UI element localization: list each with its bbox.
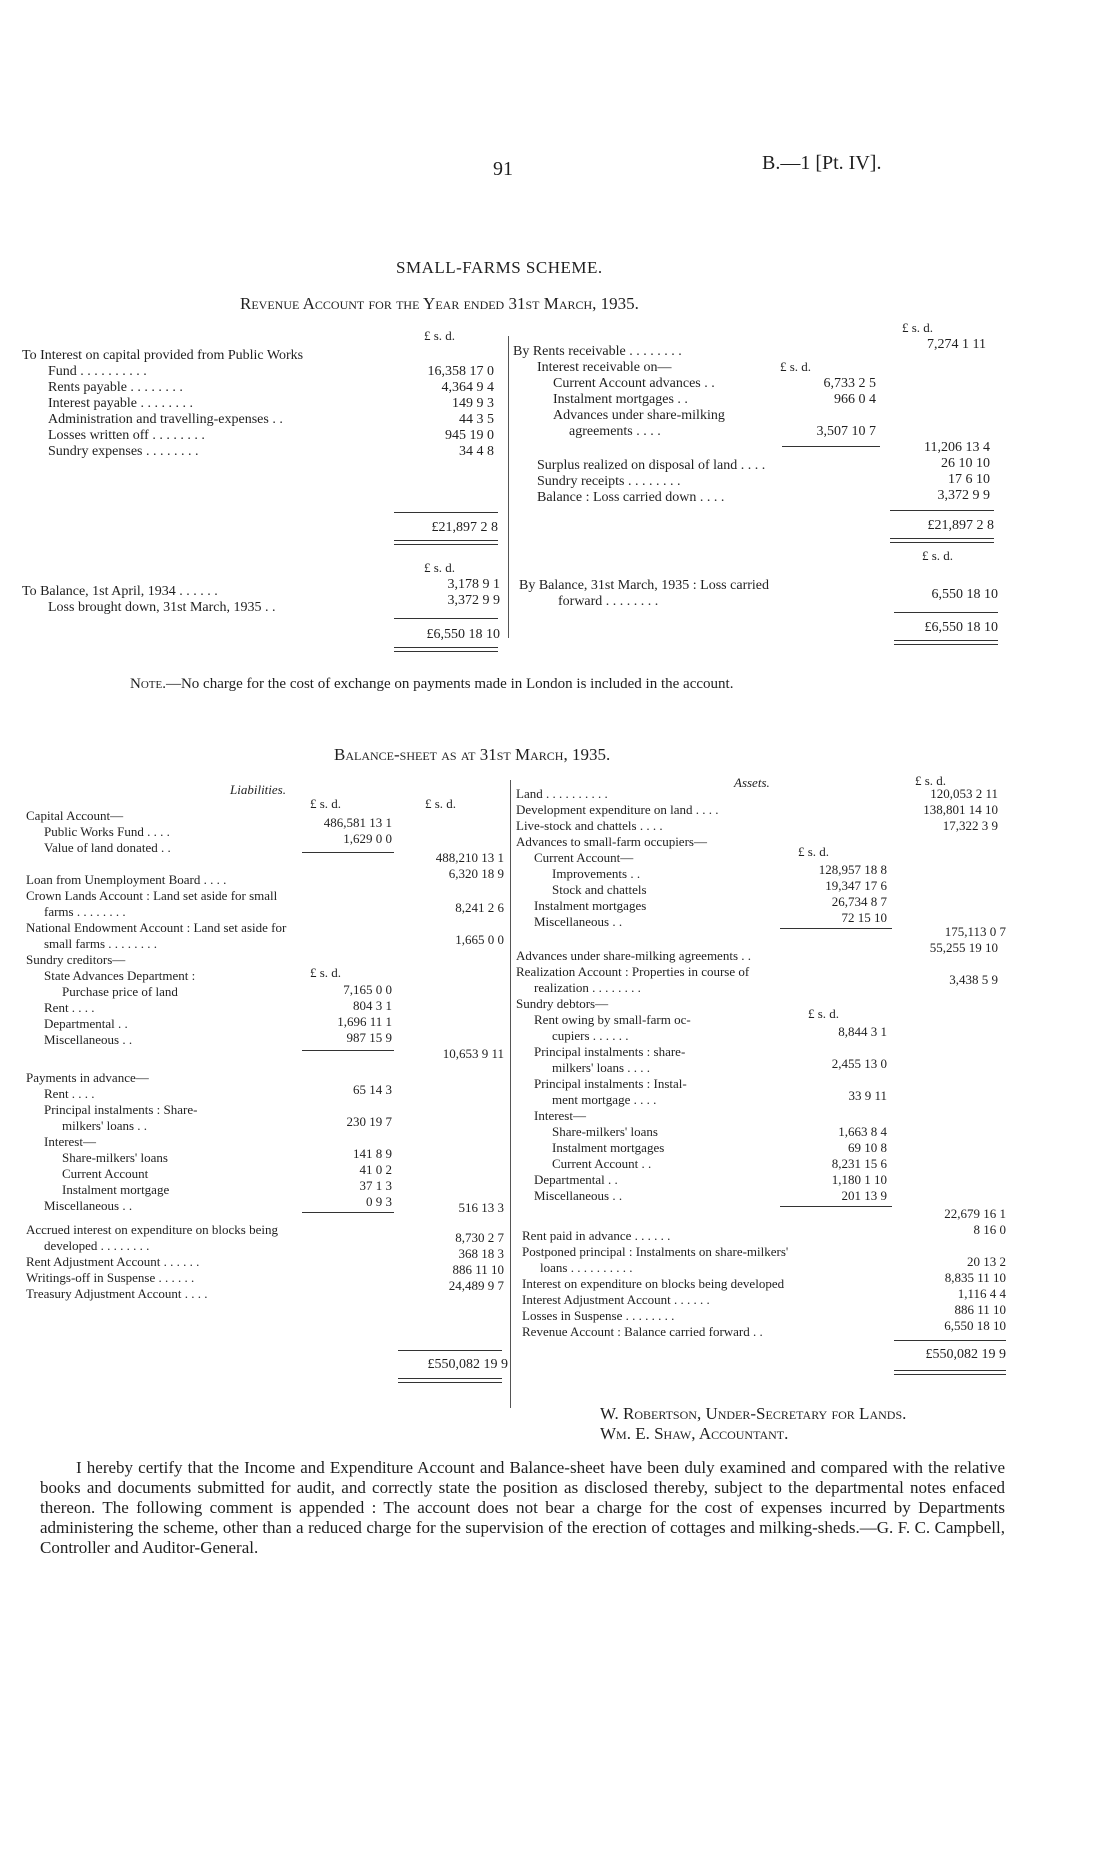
liability-line: Purchase price of land: [62, 984, 178, 999]
asset-value: 1,116 4 4: [957, 1286, 1006, 1301]
liability-value: 488,210 13 1: [435, 850, 504, 865]
money-header: £ s. d.: [922, 548, 954, 563]
liability-line: Departmental . .: [44, 1016, 128, 1031]
asset-value: 72 15 10: [841, 910, 887, 925]
liability-line: Principal instalments : Share-: [44, 1102, 198, 1117]
asset-line: Development expenditure on land . . . .: [516, 802, 719, 817]
asset-line: Interest Adjustment Account . . . . . .: [522, 1292, 710, 1307]
asset-value: 6,550 18 10: [944, 1318, 1006, 1333]
asset-line: Postponed principal : Instalments on share-milkers': [522, 1244, 789, 1259]
asset-line: Current Account—: [534, 850, 634, 865]
liability-value: 37 1 3: [359, 1178, 392, 1193]
money-header: £ s. d.: [424, 560, 456, 575]
asset-line: Miscellaneous . .: [534, 914, 623, 929]
revenue-left-value: 945 19 0: [445, 428, 494, 443]
balance-right-line: forward . . . . . . . .: [558, 594, 659, 609]
asset-value: 120,053 2 11: [930, 786, 998, 801]
revenue-right-line: Surplus realized on disposal of land . . . .: [537, 458, 766, 473]
revenue-left-line: To Interest on capital provided from Public Works: [22, 348, 304, 363]
liability-line: Instalment mortgage: [62, 1182, 170, 1197]
asset-line: Sundry debtors—: [516, 996, 609, 1011]
revenue-left-line: Sundry expenses . . . . . . . .: [48, 444, 199, 459]
asset-value: 20 13 2: [967, 1254, 1006, 1269]
asset-line: Land . . . . . . . . . .: [516, 786, 608, 801]
asset-line: Departmental . .: [534, 1172, 618, 1187]
note: [130, 676, 733, 693]
asset-line: Improvements . .: [552, 866, 641, 881]
revenue-right-value: 6,733 2 5: [823, 376, 876, 391]
revenue-left-value: 16,358 17 0: [427, 364, 494, 379]
asset-line: Current Account . .: [552, 1156, 652, 1171]
asset-value: 138,801 14 10: [923, 802, 998, 817]
revenue-left-total: £21,897 2 8: [431, 520, 498, 535]
liability-line: Sundry creditors—: [26, 952, 126, 967]
asset-value: 69 10 8: [848, 1140, 887, 1155]
revenue-right-line: Sundry receipts . . . . . . . .: [537, 474, 681, 489]
liability-line: Crown Lands Account : Land set aside for small: [26, 888, 278, 903]
money-header: £ s. d.: [310, 796, 342, 811]
money-header: £ s. d.: [915, 773, 947, 788]
scheme-title: SMALL-FARMS SCHEME.: [396, 258, 603, 277]
asset-value: 128,957 18 8: [818, 862, 887, 877]
asset-value: 886 11 10: [954, 1302, 1006, 1317]
asset-line: Realization Account : Properties in course of: [516, 964, 750, 979]
liability-value: 6,320 18 9: [448, 866, 504, 881]
liabilities-heading: Liabilities.: [230, 782, 286, 797]
liability-line: farms . . . . . . . .: [44, 904, 126, 919]
asset-line: Rent paid in advance . . . . . .: [522, 1228, 671, 1243]
auditor-certificate: I hereby certify that the Income and Expenditure Account and Balance-sheet have been duly examined and compared with the relative books and documents submitted for audit, and correctly state the position as disclosed thereby, subject to the departmental notes enfaced thereon. The following comment is appended : The account does not bear a charge for the cost of expenses incurred by Departments administering the scheme, other than a reduced charge for the supervision of the erection of cottages and milking-sheds.—G. F. C. Campbell, Controller and Auditor-General.: [40, 1458, 1005, 1557]
liability-value: 7,165 0 0: [343, 982, 392, 997]
asset-value: 8 16 0: [973, 1222, 1006, 1237]
asset-line: milkers' loans . . . .: [552, 1060, 651, 1075]
assets-heading: Assets.: [734, 775, 770, 790]
liability-line: Interest—: [44, 1134, 96, 1149]
asset-line: realization . . . . . . . .: [534, 980, 641, 995]
revenue-right-value: 11,206 13 4: [924, 440, 990, 455]
revenue-right-value: 7,274 1 11: [927, 337, 986, 352]
asset-line: Stock and chattels: [552, 882, 647, 897]
money-header: £ s. d.: [780, 359, 812, 374]
asset-value: 22,679 16 1: [944, 1206, 1006, 1221]
liability-line: Loan from Unemployment Board . . . .: [26, 872, 227, 887]
liability-value: 8,730 2 7: [455, 1230, 504, 1245]
asset-value: 19,347 17 6: [825, 878, 887, 893]
liability-line: Miscellaneous . .: [44, 1032, 133, 1047]
asset-value: 17,322 3 9: [942, 818, 998, 833]
revenue-left-value: 149 9 3: [452, 396, 494, 411]
balance-left-value: 3,372 9 9: [447, 593, 500, 608]
revenue-left-line: Administration and travelling-expenses . .: [48, 412, 283, 427]
liability-line: Writings-off in Suspense . . . . . .: [26, 1270, 195, 1285]
revenue-right-line: Interest receivable on—: [537, 360, 672, 375]
revenue-right-value: 26 10 10: [941, 456, 990, 471]
liability-value: 1,696 11 1: [337, 1014, 392, 1029]
balance-right-line: By Balance, 31st March, 1935 : Loss carried: [519, 578, 769, 593]
balance-right-total: £6,550 18 10: [924, 620, 998, 635]
liability-value: 516 13 3: [458, 1200, 504, 1215]
liability-line: developed . . . . . . . .: [44, 1238, 150, 1253]
signature-accountant: Wm. E. Shaw, Accountant.: [600, 1424, 789, 1443]
asset-value: 26,734 8 7: [831, 894, 887, 909]
revenue-right-line: agreements . . . .: [569, 424, 661, 439]
asset-value: 175,113 0 7: [944, 924, 1006, 939]
liability-line: Accrued interest on expenditure on blocks being: [26, 1222, 278, 1237]
liability-line: Rent . . . .: [44, 1000, 95, 1015]
assets-total: £550,082 19 9: [925, 1347, 1006, 1362]
asset-line: ment mortgage . . . .: [552, 1092, 657, 1107]
balance-right-value: 6,550 18 10: [931, 587, 998, 602]
page-number: 91: [493, 158, 513, 180]
revenue-right-value: 966 0 4: [834, 392, 876, 407]
revenue-right-value: 3,507 10 7: [816, 424, 876, 439]
liability-line: Payments in advance—: [26, 1070, 149, 1085]
balance-left-line: Loss brought down, 31st March, 1935 . .: [48, 600, 276, 615]
revenue-right-value: 17 6 10: [948, 472, 990, 487]
asset-value: 8,844 3 1: [838, 1024, 887, 1039]
liability-line: Treasury Adjustment Account . . . .: [26, 1286, 208, 1301]
liability-line: Public Works Fund . . . .: [44, 824, 170, 839]
liability-value: 141 8 9: [353, 1146, 392, 1161]
balance-left-total: £6,550 18 10: [426, 627, 500, 642]
asset-line: Principal instalments : share-: [534, 1044, 686, 1059]
money-header: £ s. d.: [798, 844, 830, 859]
liability-value: 0 9 3: [366, 1194, 392, 1209]
liability-value: 65 14 3: [353, 1082, 392, 1097]
asset-line: Interest—: [534, 1108, 586, 1123]
asset-line: Principal instalments : Instal-: [534, 1076, 687, 1091]
revenue-right-line: Current Account advances . .: [553, 376, 715, 391]
balance-left-line: To Balance, 1st April, 1934 . . . . . .: [22, 584, 218, 599]
asset-line: Losses in Suspense . . . . . . . .: [522, 1308, 675, 1323]
liability-line: Miscellaneous . .: [44, 1198, 133, 1213]
asset-value: 55,255 19 10: [929, 940, 998, 955]
asset-line: Advances under share-milking agreements . .: [516, 948, 752, 963]
asset-value: 8,835 11 10: [944, 1270, 1006, 1285]
revenue-left-line: Fund . . . . . . . . . .: [48, 364, 147, 379]
money-header: £ s. d.: [808, 1006, 840, 1021]
balance-sheet-title: Balance-sheet as at 31st March, 1935.: [334, 745, 611, 764]
asset-value: 8,231 15 6: [831, 1156, 887, 1171]
liability-value: 886 11 10: [452, 1262, 504, 1277]
liability-line: Rent Adjustment Account . . . . . .: [26, 1254, 200, 1269]
asset-line: Revenue Account : Balance carried forward . .: [522, 1324, 763, 1339]
page-reference: B.—1 [Pt. IV].: [762, 152, 882, 174]
asset-line: loans . . . . . . . . . .: [540, 1260, 633, 1275]
liability-value: 804 3 1: [353, 998, 392, 1013]
balance-left-value: 3,178 9 1: [447, 577, 500, 592]
asset-line: Advances to small-farm occupiers—: [516, 834, 707, 849]
asset-line: Rent owing by small-farm oc-: [534, 1012, 691, 1027]
note-label: Note.: [130, 676, 166, 692]
liability-line: State Advances Department :: [44, 968, 196, 983]
liability-value: 1,629 0 0: [343, 831, 392, 846]
liability-value: 1,665 0 0: [455, 932, 504, 947]
asset-line: Interest on expenditure on blocks being developed: [522, 1276, 785, 1291]
asset-value: 1,180 1 10: [831, 1172, 887, 1187]
liability-value: 10,653 9 11: [442, 1046, 504, 1061]
asset-value: 1,663 8 4: [838, 1124, 887, 1139]
revenue-left-line: Interest payable . . . . . . . .: [48, 396, 194, 411]
asset-value: 33 9 11: [848, 1088, 887, 1103]
asset-line: Miscellaneous . .: [534, 1188, 623, 1203]
liability-value: 368 18 3: [458, 1246, 504, 1261]
revenue-right-line: Balance : Loss carried down . . . .: [537, 490, 725, 505]
asset-line: Live-stock and chattels . . . .: [516, 818, 663, 833]
liability-line: milkers' loans . .: [62, 1118, 148, 1133]
revenue-right-line: By Rents receivable . . . . . . . .: [513, 344, 682, 359]
liability-line: Value of land donated . .: [44, 840, 171, 855]
asset-line: Instalment mortgages: [552, 1140, 665, 1155]
liability-line: Share-milkers' loans: [62, 1150, 168, 1165]
money-header: £ s. d.: [902, 320, 934, 335]
liability-value: 987 15 9: [346, 1030, 392, 1045]
liability-value: 230 19 7: [346, 1114, 392, 1129]
revenue-left-value: 34 4 8: [459, 444, 494, 459]
liability-line: Capital Account—: [26, 808, 124, 823]
revenue-right-line: Instalment mortgages . .: [553, 392, 688, 407]
revenue-left-line: Rents payable . . . . . . . .: [48, 380, 183, 395]
liability-line: small farms . . . . . . . .: [44, 936, 158, 951]
money-header: £ s. d.: [425, 796, 457, 811]
asset-line: Instalment mortgages: [534, 898, 647, 913]
liability-line: Rent . . . .: [44, 1086, 95, 1101]
revenue-right-value: 3,372 9 9: [937, 488, 990, 503]
revenue-left-value: 44 3 5: [459, 412, 494, 427]
revenue-account-title: Revenue Account for the Year ended 31st March, 1935.: [240, 294, 639, 313]
asset-value: 3,438 5 9: [949, 972, 998, 987]
liability-value: 24,489 9 7: [448, 1278, 504, 1293]
asset-value: 2,455 13 0: [831, 1056, 887, 1071]
money-header: £ s. d.: [310, 965, 342, 980]
revenue-right-total: £21,897 2 8: [927, 518, 994, 533]
revenue-left-line: Losses written off . . . . . . . .: [48, 428, 205, 443]
money-header: £ s. d.: [424, 328, 456, 343]
asset-line: cupiers . . . . . .: [552, 1028, 629, 1043]
asset-line: Share-milkers' loans: [552, 1124, 658, 1139]
liability-value: 41 0 2: [359, 1162, 392, 1177]
liability-value: 486,581 13 1: [323, 815, 392, 830]
liability-line: National Endowment Account : Land set aside for: [26, 920, 287, 935]
liabilities-total: £550,082 19 9: [427, 1357, 508, 1372]
liability-value: 8,241 2 6: [455, 900, 504, 915]
signature-under-secretary: W. Robertson, Under-Secretary for Lands.: [600, 1404, 907, 1423]
asset-value: 201 13 9: [841, 1188, 887, 1203]
revenue-left-value: 4,364 9 4: [441, 380, 494, 395]
note-text: —No charge for the cost of exchange on payments made in London is included in the account.: [165, 676, 734, 692]
liability-line: Current Account: [62, 1166, 149, 1181]
revenue-right-line: Advances under share-milking: [553, 408, 725, 423]
